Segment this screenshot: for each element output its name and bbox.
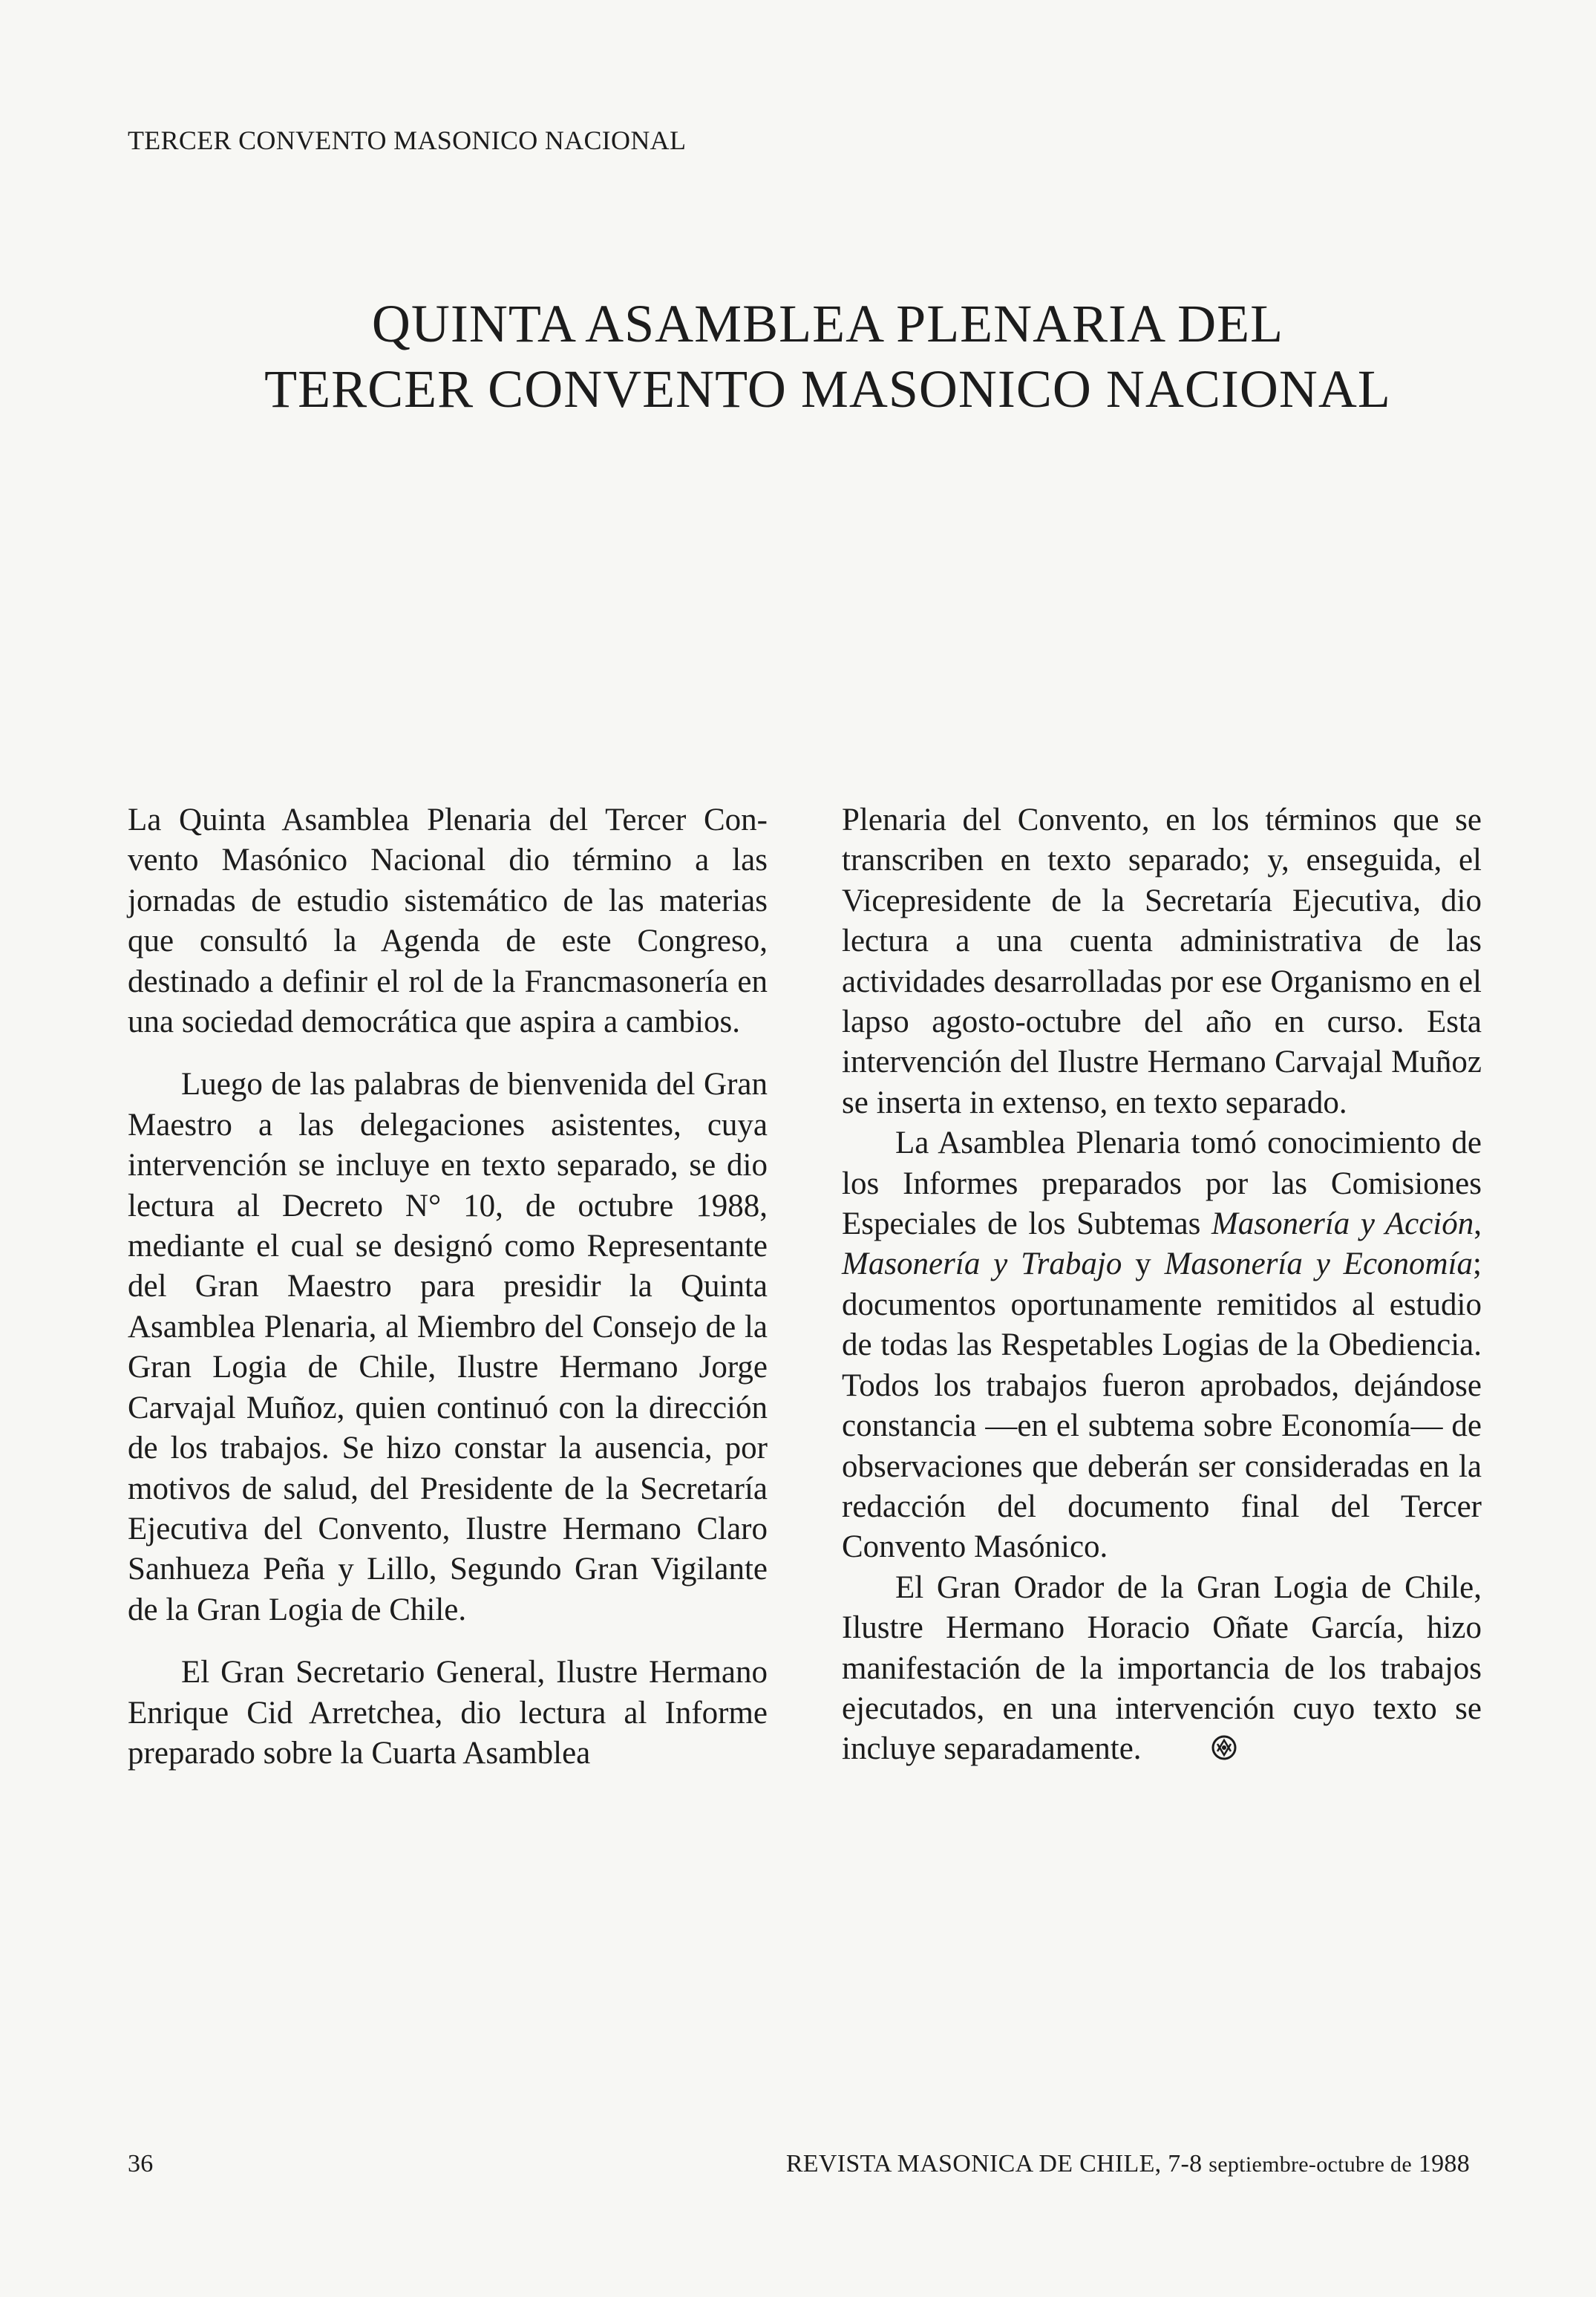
issue-date: septiembre-octubre de xyxy=(1209,2152,1412,2177)
paragraph xyxy=(842,1568,1482,1773)
paragraph: Plenaria del Convento, en los términos que se transcriben en texto separado; y, enseguida, el Vicepresidente de la Secretaría Ejecutiva, dio lectura a una cuenta administrativa de las actividades desarrolladas por ese Organismo en el lapso agosto-octubre del año en curso. Esta intervención del Ilustre Hermano Carvajal Muñoz se inserta in extenso, en texto separado. xyxy=(842,803,1482,1120)
paragraph-text: , xyxy=(1474,1206,1482,1242)
paragraph xyxy=(842,1123,1482,1567)
issue-year: 1988 xyxy=(1418,2150,1470,2177)
subtopic-title: Masonería y Trabajo xyxy=(842,1246,1122,1282)
masonic-emblem-icon xyxy=(1157,1732,1238,1772)
article-title-line-2: TERCER CONVENTO MASONICO NACIONAL xyxy=(264,359,1391,419)
paragraph: La Quinta Asamblea Plenaria del Tercer Convento Masónico Nacional dio término a las jornadas de estudio sistemático de las materias que consultó la Agenda de este Congreso, destinado a definir el rol de la Francmasonería en una sociedad democrática que aspira a cambios. xyxy=(128,803,768,1040)
paragraph-text: y xyxy=(1122,1246,1165,1282)
page-number: 36 xyxy=(128,2150,154,2177)
paragraph: Luego de las palabras de bienvenida del Gran Maestro a las delegaciones asistentes, cuya intervención se incluye en texto separado, se dio lectura al Decreto N° 10, de octubre 1988, mediante el cual se designó como Representante del Gran Maestro para presidir la Quinta Asamblea Plenaria, al Miembro del Consejo de la Gran Logia de Chile, Ilustre Hermano Jorge Carvajal Muñoz, quien continuó con la dirección de los trabajos. Se hizo constar la ausencia, por motivos de salud, del Presidente de la Secretaría Ejecutiva del Convento, Ilustre Hermano Claro Sanhueza Peña y Lillo, Segundo Gran Vigilante de la Gran Logia de Chile. xyxy=(128,1067,768,1627)
paragraph-text: La Asamblea Plenaria tomó conocimiento de los Informes preparados por las Comisiones Especiales de los Subtemas xyxy=(842,1125,1482,1242)
subtopic-title: Masonería y Economía xyxy=(1164,1246,1474,1282)
right-column xyxy=(842,800,1482,1773)
running-head: TERCER CONVENTO MASONICO NACIONAL xyxy=(128,125,687,155)
paragraph-text: El Gran Orador de la Gran Logia de Chile, Ilustre Hermano Horacio Oñate García, hizo manifestación de la importancia de los trabajos ejecutados, en una intervención cuyo texto se incluye separadamente. xyxy=(842,1569,1482,1767)
journal-footer xyxy=(786,2150,1470,2178)
paragraph-text: ; documentos oportunamente remitidos al estudio de todas las Respetables Logias de la Obediencia. Todos los trabajos fueron aprobados, dejándose constancia —en el subtema sobre Economía— de observaciones que deberán ser consideradas en la redacción del documento final del Tercer Convento Masónico. xyxy=(842,1246,1482,1565)
left-column xyxy=(128,800,768,1774)
paragraph: El Gran Secretario General, Ilustre Hermano Enrique Cid Arretchea, dio lectura al Informe preparado sobre la Cuarta Asamblea xyxy=(128,1655,768,1771)
journal-name: REVISTA MASONICA DE CHILE, 7-8 xyxy=(785,2150,1203,2177)
article-title-line-1: QUINTA ASAMBLEA PLENARIA DEL xyxy=(371,294,1284,353)
subtopic-title: Masonería y Acción xyxy=(1211,1206,1474,1242)
